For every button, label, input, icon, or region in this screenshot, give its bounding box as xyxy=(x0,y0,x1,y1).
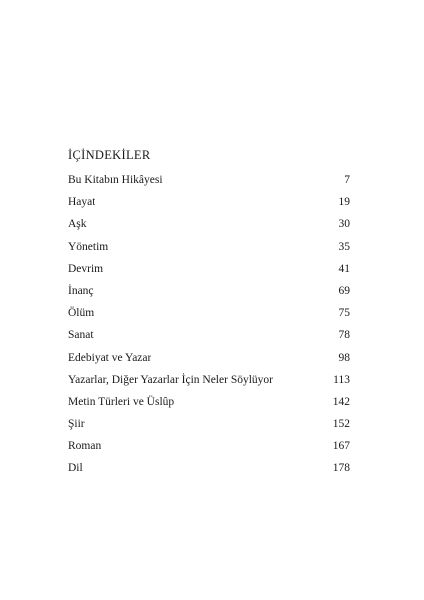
toc-entry-page: 19 xyxy=(338,196,350,209)
toc-entry xyxy=(68,413,350,435)
toc-entry-title: İnanç xyxy=(68,284,94,297)
toc-entry-page: 7 xyxy=(344,174,350,186)
toc-heading: İÇİNDEKİLER xyxy=(68,148,151,162)
toc-entry-page: 98 xyxy=(338,351,350,364)
toc-entry-title: Yönetim xyxy=(68,240,109,253)
toc-entry-title: Hayat xyxy=(68,196,96,209)
toc-entry-page: 75 xyxy=(338,307,350,320)
toc-entry-page: 35 xyxy=(338,240,350,253)
toc-entry xyxy=(68,391,350,413)
toc-entry xyxy=(68,457,350,479)
toc-entry-page: 152 xyxy=(332,418,350,431)
toc-entry-title: Aşk xyxy=(68,218,87,231)
toc-entry-page: 167 xyxy=(332,440,350,453)
toc-entry-title: Şiir xyxy=(68,418,85,431)
toc-entry-title: Roman xyxy=(68,440,102,453)
toc-list xyxy=(68,169,350,480)
toc-entry-page: 78 xyxy=(338,329,350,342)
toc-entry-page: 41 xyxy=(338,262,350,275)
toc-entry-title: Yazarlar, Diğer Yazarlar İçin Neler Söylüyor xyxy=(68,373,273,386)
toc-entry xyxy=(68,324,350,346)
toc-entry-title: Bu Kitabın Hikâyesi xyxy=(68,174,163,186)
toc-entry-title: Edebiyat ve Yazar xyxy=(68,351,152,364)
toc-entry-page: 30 xyxy=(338,218,350,231)
toc-entry xyxy=(68,369,350,391)
toc-entry-title: Sanat xyxy=(68,329,94,342)
toc-entry-title: Devrim xyxy=(68,262,104,275)
toc-entry xyxy=(68,347,350,369)
toc-entry xyxy=(68,236,350,258)
toc-entry-page: 178 xyxy=(332,462,350,475)
toc-entry-page: 69 xyxy=(338,284,350,297)
toc-entry xyxy=(68,435,350,457)
toc-entry-page: 113 xyxy=(333,373,350,386)
toc-entry-title: Metin Türleri ve Üslûp xyxy=(68,395,175,408)
toc-entry xyxy=(68,280,350,302)
toc-entry xyxy=(68,169,350,191)
table-of-contents xyxy=(68,145,350,480)
toc-entry xyxy=(68,191,350,213)
toc-entry xyxy=(68,302,350,324)
toc-entry-title: Ölüm xyxy=(68,307,95,320)
toc-entry xyxy=(68,213,350,235)
toc-entry xyxy=(68,258,350,280)
toc-entry-title: Dil xyxy=(68,462,83,475)
toc-entry-page: 142 xyxy=(332,395,350,408)
